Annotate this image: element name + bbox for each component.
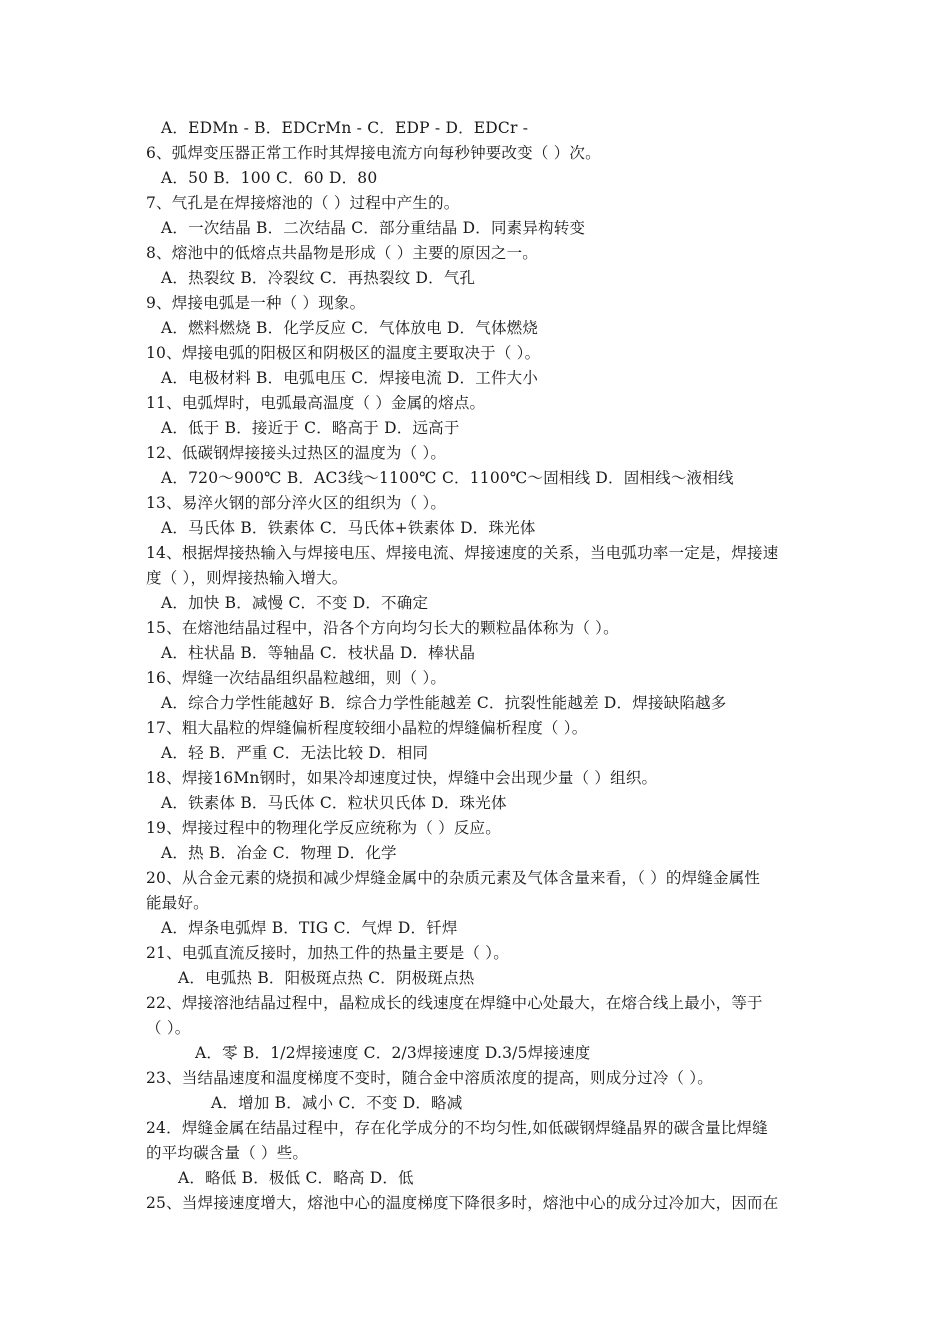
options-line: A．电弧热 B．阳极斑点热 C．阴极斑点热 — [178, 969, 475, 987]
options-line: A．燃料燃烧 B．化学反应 C．气体放电 D．气体燃烧 — [161, 319, 539, 337]
question-line-continued: 度（ ），则焊接热输入增大。 — [146, 569, 348, 587]
options-line: A．焊条电弧焊 B．TIG C．气焊 D．钎焊 — [161, 919, 458, 937]
question-line: 7、气孔是在焊接熔池的（ ）过程中产生的。 — [146, 194, 460, 212]
question-line: 19、焊接过程中的物理化学反应统称为（ ）反应。 — [146, 819, 501, 837]
options-line: A．720～900℃ B．AC3线～1100℃ C．1100℃～固相线 D．固相线～液相线 — [161, 469, 734, 487]
question-line: 12、低碳钢焊接接头过热区的温度为（ ）。 — [146, 444, 447, 462]
options-line: A．综合力学性能越好 B．综合力学性能越差 C．抗裂性能越差 D．焊接缺陷越多 — [161, 694, 727, 712]
options-line: A．铁素体 B．马氏体 C．粒状贝氏体 D．珠光体 — [161, 794, 507, 812]
question-line: 8、熔池中的低熔点共晶物是形成（ ）主要的原因之一。 — [146, 244, 538, 262]
options-line: A．热 B．冶金 C．物理 D．化学 — [161, 844, 397, 862]
question-line: 25、当焊接速度增大，熔池中心的温度梯度下降很多时，熔池中心的成分过冷加大，因而在 — [146, 1194, 779, 1212]
question-line-continued: （ ）。 — [146, 1019, 191, 1037]
question-line: 17、粗大晶粒的焊缝偏析程度较细小晶粒的焊缝偏析程度（ ）。 — [146, 719, 588, 737]
question-line: 9、焊接电弧是一种（ ）现象。 — [146, 294, 366, 312]
options-line: A．低于 B．接近于 C．略高于 D．远高于 — [161, 419, 460, 437]
options-line: A．一次结晶 B．二次结晶 C．部分重结晶 D．同素异构转变 — [161, 219, 586, 237]
question-line: 6、弧焊变压器正常工作时其焊接电流方向每秒钟要改变（ ）次。 — [146, 144, 601, 162]
options-line: A．50 B．100 C．60 D．80 — [161, 169, 378, 187]
question-line: 15、在熔池结晶过程中，沿各个方向均匀长大的颗粒晶体称为（ ）。 — [146, 619, 619, 637]
question-line: 16、焊缝一次结晶组织晶粒越细，则（ ）。 — [146, 669, 447, 687]
question-line: 21、电弧直流反接时，加热工件的热量主要是（ ）。 — [146, 944, 509, 962]
options-line: A．EDMn - B．EDCrMn - C．EDP - D．EDCr - — [161, 119, 529, 137]
options-line: A．加快 B．减慢 C．不变 D．不确定 — [161, 594, 429, 612]
question-line: 23、当结晶速度和温度梯度不变时，随合金中溶质浓度的提高，则成分过冷（ ）。 — [146, 1069, 714, 1087]
options-line: A．略低 B．极低 C．略高 D．低 — [178, 1169, 414, 1187]
options-line: A．增加 B．减小 C．不变 D．略减 — [211, 1094, 463, 1112]
options-line: A．热裂纹 B．冷裂纹 C．再热裂纹 D．气孔 — [161, 269, 476, 287]
question-line: 11、电弧焊时，电弧最高温度（ ）金属的熔点。 — [146, 394, 486, 412]
options-line: A．零 B．1/2焊接速度 C．2/3焊接速度 D.3/5焊接速度 — [195, 1044, 591, 1062]
question-line-continued: 的平均碳含量（ ）些。 — [146, 1144, 309, 1162]
question-line: 10、焊接电弧的阳极区和阴极区的温度主要取决于（ ）。 — [146, 344, 541, 362]
options-line: A．轻 B．严重 C．无法比较 D．相同 — [161, 744, 429, 762]
question-line: 13、易淬火钢的部分淬火区的组织为（ ）。 — [146, 494, 447, 512]
question-line: 20、从合金元素的烧损和减少焊缝金属中的杂质元素及气体含量来看，（ ）的焊缝金属性 — [146, 869, 761, 887]
question-line: 14、根据焊接热输入与焊接电压、焊接电流、焊接速度的关系，当电弧功率一定是，焊接速 — [146, 544, 779, 562]
question-line: 22、焊接溶池结晶过程中，晶粒成长的线速度在焊缝中心处最大，在熔合线上最小，等于 — [146, 994, 763, 1012]
options-line: A．柱状晶 B．等轴晶 C．枝状晶 D．棒状晶 — [161, 644, 476, 662]
question-line: 18、焊接16Mn钢时，如果冷却速度过快，焊缝中会出现少量（ ）组织。 — [146, 769, 658, 787]
question-line: 24．焊缝金属在结晶过程中，存在化学成分的不均匀性,如低碳钢焊缝晶界的碳含量比焊缝 — [146, 1119, 768, 1137]
options-line: A．电极材料 B．电弧电压 C．焊接电流 D．工件大小 — [161, 369, 539, 387]
question-line-continued: 能最好。 — [146, 894, 209, 912]
options-line: A．马氏体 B．铁素体 C．马氏体+铁素体 D．珠光体 — [161, 519, 536, 537]
